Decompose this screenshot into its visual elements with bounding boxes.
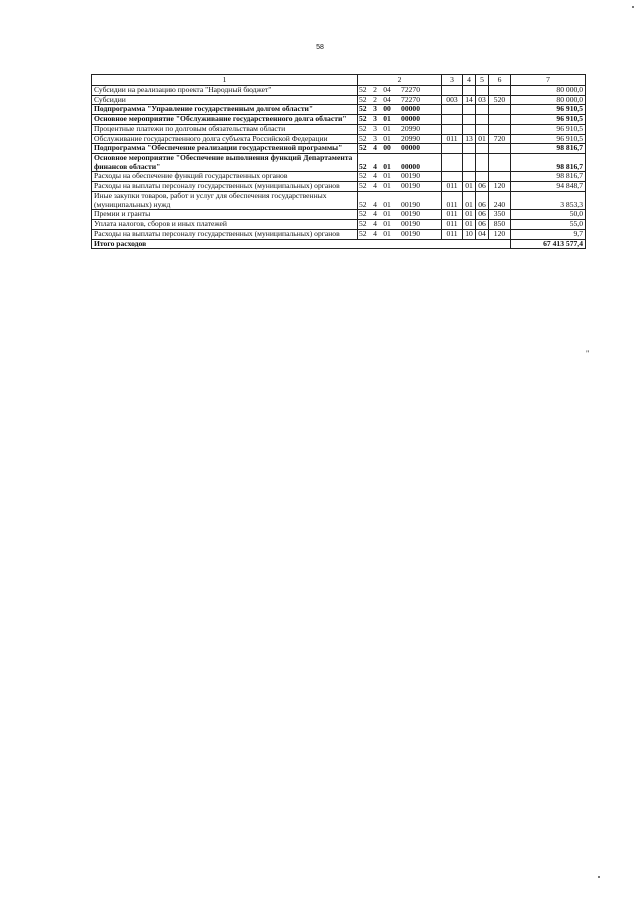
item-name: Премии и гранты — [92, 210, 358, 220]
header-cell: 7 — [511, 75, 586, 86]
section-code: 13 — [463, 134, 476, 144]
expense-type-code — [489, 105, 511, 115]
code-segment: 01 — [383, 114, 391, 124]
code-segment: 52 — [359, 94, 367, 104]
scan-mark — [598, 876, 600, 878]
code-segment: 00 — [383, 104, 391, 114]
code-segment: 00000 — [401, 161, 420, 171]
expense-type-code: 720 — [489, 134, 511, 144]
ministry-code: 011 — [442, 210, 463, 220]
expense-type-code — [489, 144, 511, 154]
code-segment: 52 — [359, 114, 367, 124]
amount: 80 000,0 — [511, 86, 586, 96]
classification-code — [358, 86, 442, 96]
amount: 50,0 — [511, 210, 586, 220]
code-segment: 01 — [383, 171, 391, 181]
table-row — [92, 115, 586, 125]
item-name: Подпрограмма "Обеспечение реализации государственной программы" — [92, 144, 358, 154]
code-segment: 3 — [373, 133, 377, 143]
item-name: Уплата налогов, сборов и иных платежей — [92, 220, 358, 230]
classification-code — [358, 210, 442, 220]
section-code — [463, 154, 476, 172]
subsection-code — [476, 144, 489, 154]
item-name: Процентные платежи по долговым обязательствам области — [92, 124, 358, 134]
subsection-code — [476, 115, 489, 125]
code-segment: 4 — [373, 143, 377, 153]
table-row — [92, 86, 586, 96]
ministry-code: 011 — [442, 220, 463, 230]
amount: 80 000,0 — [511, 95, 586, 105]
subsection-code: 01 — [476, 134, 489, 144]
code-segment: 01 — [383, 199, 391, 209]
code-segment: 4 — [373, 161, 377, 171]
subsection-code: 06 — [476, 191, 489, 209]
code-segment: 4 — [373, 171, 377, 181]
page-number: 58 — [316, 44, 324, 51]
table-footer — [92, 239, 586, 249]
classification-code — [358, 105, 442, 115]
item-name: Субсидии на реализацию проекта "Народный бюджет" — [92, 86, 358, 96]
code-segment: 01 — [383, 161, 391, 171]
expense-type-code: 120 — [489, 229, 511, 239]
code-segment: 01 — [383, 209, 391, 219]
header-cell: 6 — [489, 75, 511, 86]
ministry-code — [442, 144, 463, 154]
ministry-code: 003 — [442, 95, 463, 105]
section-code: 14 — [463, 95, 476, 105]
code-segment: 01 — [383, 219, 391, 229]
expense-type-code: 240 — [489, 191, 511, 209]
code-segment: 52 — [359, 161, 367, 171]
code-segment: 4 — [373, 209, 377, 219]
item-name: Субсидии — [92, 95, 358, 105]
code-segment: 20990 — [401, 123, 420, 133]
header-cell: 4 — [463, 75, 476, 86]
subsection-code: 06 — [476, 182, 489, 192]
scan-mark — [632, 6, 634, 8]
code-segment: 01 — [383, 123, 391, 133]
classification-code — [358, 220, 442, 230]
classification-code — [358, 124, 442, 134]
code-segment: 00 — [383, 143, 391, 153]
section-code: 01 — [463, 210, 476, 220]
code-segment: 52 — [359, 181, 367, 191]
table-row — [92, 154, 586, 172]
amount: 3 853,3 — [511, 191, 586, 209]
code-segment: 3 — [373, 114, 377, 124]
subsection-code — [476, 154, 489, 172]
subsection-code: 06 — [476, 220, 489, 230]
header-cell: 3 — [442, 75, 463, 86]
code-segment: 00000 — [401, 114, 420, 124]
section-code — [463, 105, 476, 115]
code-segment: 4 — [373, 219, 377, 229]
subsection-code: 03 — [476, 95, 489, 105]
code-segment: 52 — [359, 219, 367, 229]
code-segment: 00000 — [401, 143, 420, 153]
code-segment: 52 — [359, 199, 367, 209]
classification-code — [358, 172, 442, 182]
item-name: Подпрограмма "Управление государственным долгом области" — [92, 105, 358, 115]
table-row — [92, 229, 586, 239]
ministry-code — [442, 115, 463, 125]
classification-code — [358, 154, 442, 172]
section-code — [463, 86, 476, 96]
code-segment: 52 — [359, 123, 367, 133]
subsection-code — [476, 105, 489, 115]
item-name: Обслуживание государственного долга субъекта Российской Федерации — [92, 134, 358, 144]
subsection-code — [476, 124, 489, 134]
item-name: Расходы на выплаты персоналу государственных (муниципальных) органов — [92, 229, 358, 239]
section-code: 01 — [463, 182, 476, 192]
code-segment: 72270 — [401, 94, 420, 104]
item-name: Иные закупки товаров, работ и услуг для обеспечения государственных (муниципальных) нужд — [92, 191, 358, 209]
code-segment: 52 — [359, 171, 367, 181]
amount: 94 848,7 — [511, 182, 586, 192]
section-code: 10 — [463, 229, 476, 239]
closing-quote: " — [586, 349, 590, 358]
expense-type-code — [489, 115, 511, 125]
amount: 55,0 — [511, 220, 586, 230]
amount: 9,7 — [511, 229, 586, 239]
code-segment: 20990 — [401, 133, 420, 143]
code-segment: 52 — [359, 85, 367, 94]
code-segment: 4 — [373, 181, 377, 191]
ministry-code: 011 — [442, 182, 463, 192]
section-code: 01 — [463, 220, 476, 230]
code-segment: 01 — [383, 181, 391, 191]
table-row — [92, 124, 586, 134]
section-code — [463, 115, 476, 125]
table-header — [92, 75, 586, 86]
section-code — [463, 144, 476, 154]
code-segment: 01 — [383, 228, 391, 238]
ministry-code: 011 — [442, 191, 463, 209]
table-row — [92, 182, 586, 192]
code-segment: 01 — [383, 133, 391, 143]
amount: 96 910,5 — [511, 105, 586, 115]
code-segment: 52 — [359, 143, 367, 153]
code-segment: 52 — [359, 133, 367, 143]
code-segment: 52 — [359, 228, 367, 238]
section-code — [463, 124, 476, 134]
ministry-code: 011 — [442, 229, 463, 239]
expense-type-code: 850 — [489, 220, 511, 230]
subsection-code: 06 — [476, 210, 489, 220]
item-name: Расходы на выплаты персоналу государственных (муниципальных) органов — [92, 182, 358, 192]
code-segment: 4 — [373, 228, 377, 238]
code-segment: 72270 — [401, 85, 420, 94]
expense-type-code — [489, 154, 511, 172]
subsection-code: 04 — [476, 229, 489, 239]
classification-code — [358, 191, 442, 209]
expense-type-code: 520 — [489, 95, 511, 105]
expense-type-code: 350 — [489, 210, 511, 220]
expense-type-code — [489, 86, 511, 96]
ministry-code — [442, 105, 463, 115]
code-segment: 52 — [359, 104, 367, 114]
subsection-code — [476, 86, 489, 96]
code-segment: 04 — [383, 94, 391, 104]
total-amount: 67 413 577,4 — [511, 239, 586, 249]
classification-code — [358, 134, 442, 144]
item-name: Расходы на обеспечение функций государственных органов — [92, 172, 358, 182]
code-segment: 52 — [359, 209, 367, 219]
total-label: Итого расходов — [92, 239, 511, 249]
amount: 98 816,7 — [511, 154, 586, 172]
expense-type-code — [489, 124, 511, 134]
table-row — [92, 220, 586, 230]
budget-table — [91, 74, 586, 249]
classification-code — [358, 229, 442, 239]
expense-type-code: 120 — [489, 182, 511, 192]
item-name: Основное мероприятие "Обеспечение выполнения функций Департамента финансов области" — [92, 154, 358, 172]
header-cell: 2 — [358, 75, 442, 86]
ministry-code: 011 — [442, 134, 463, 144]
code-segment: 2 — [373, 85, 377, 94]
code-segment: 3 — [373, 104, 377, 114]
header-row — [92, 75, 586, 86]
ministry-code — [442, 86, 463, 96]
classification-code — [358, 182, 442, 192]
classification-code — [358, 95, 442, 105]
item-name: Основное мероприятие "Обслуживание государственного долга области" — [92, 115, 358, 125]
amount: 96 910,5 — [511, 124, 586, 134]
ministry-code — [442, 124, 463, 134]
code-segment: 4 — [373, 199, 377, 209]
code-segment: 00190 — [401, 219, 420, 229]
classification-code — [358, 144, 442, 154]
amount: 96 910,5 — [511, 115, 586, 125]
amount: 96 910,5 — [511, 134, 586, 144]
table-row — [92, 191, 586, 209]
total-row — [92, 239, 586, 249]
code-segment: 00000 — [401, 104, 420, 114]
code-segment: 00190 — [401, 209, 420, 219]
code-segment: 3 — [373, 123, 377, 133]
ministry-code — [442, 154, 463, 172]
code-segment: 00190 — [401, 171, 420, 181]
classification-code — [358, 115, 442, 125]
code-segment: 00190 — [401, 181, 420, 191]
amount: 98 816,7 — [511, 144, 586, 154]
code-segment: 04 — [383, 85, 391, 94]
section-code: 01 — [463, 191, 476, 209]
code-segment: 2 — [373, 94, 377, 104]
code-segment: 00190 — [401, 228, 420, 238]
amount: 98 816,7 — [511, 172, 586, 182]
table-body — [92, 86, 586, 240]
header-cell: 1 — [92, 75, 358, 86]
code-segment: 00190 — [401, 199, 420, 209]
header-cell: 5 — [476, 75, 489, 86]
